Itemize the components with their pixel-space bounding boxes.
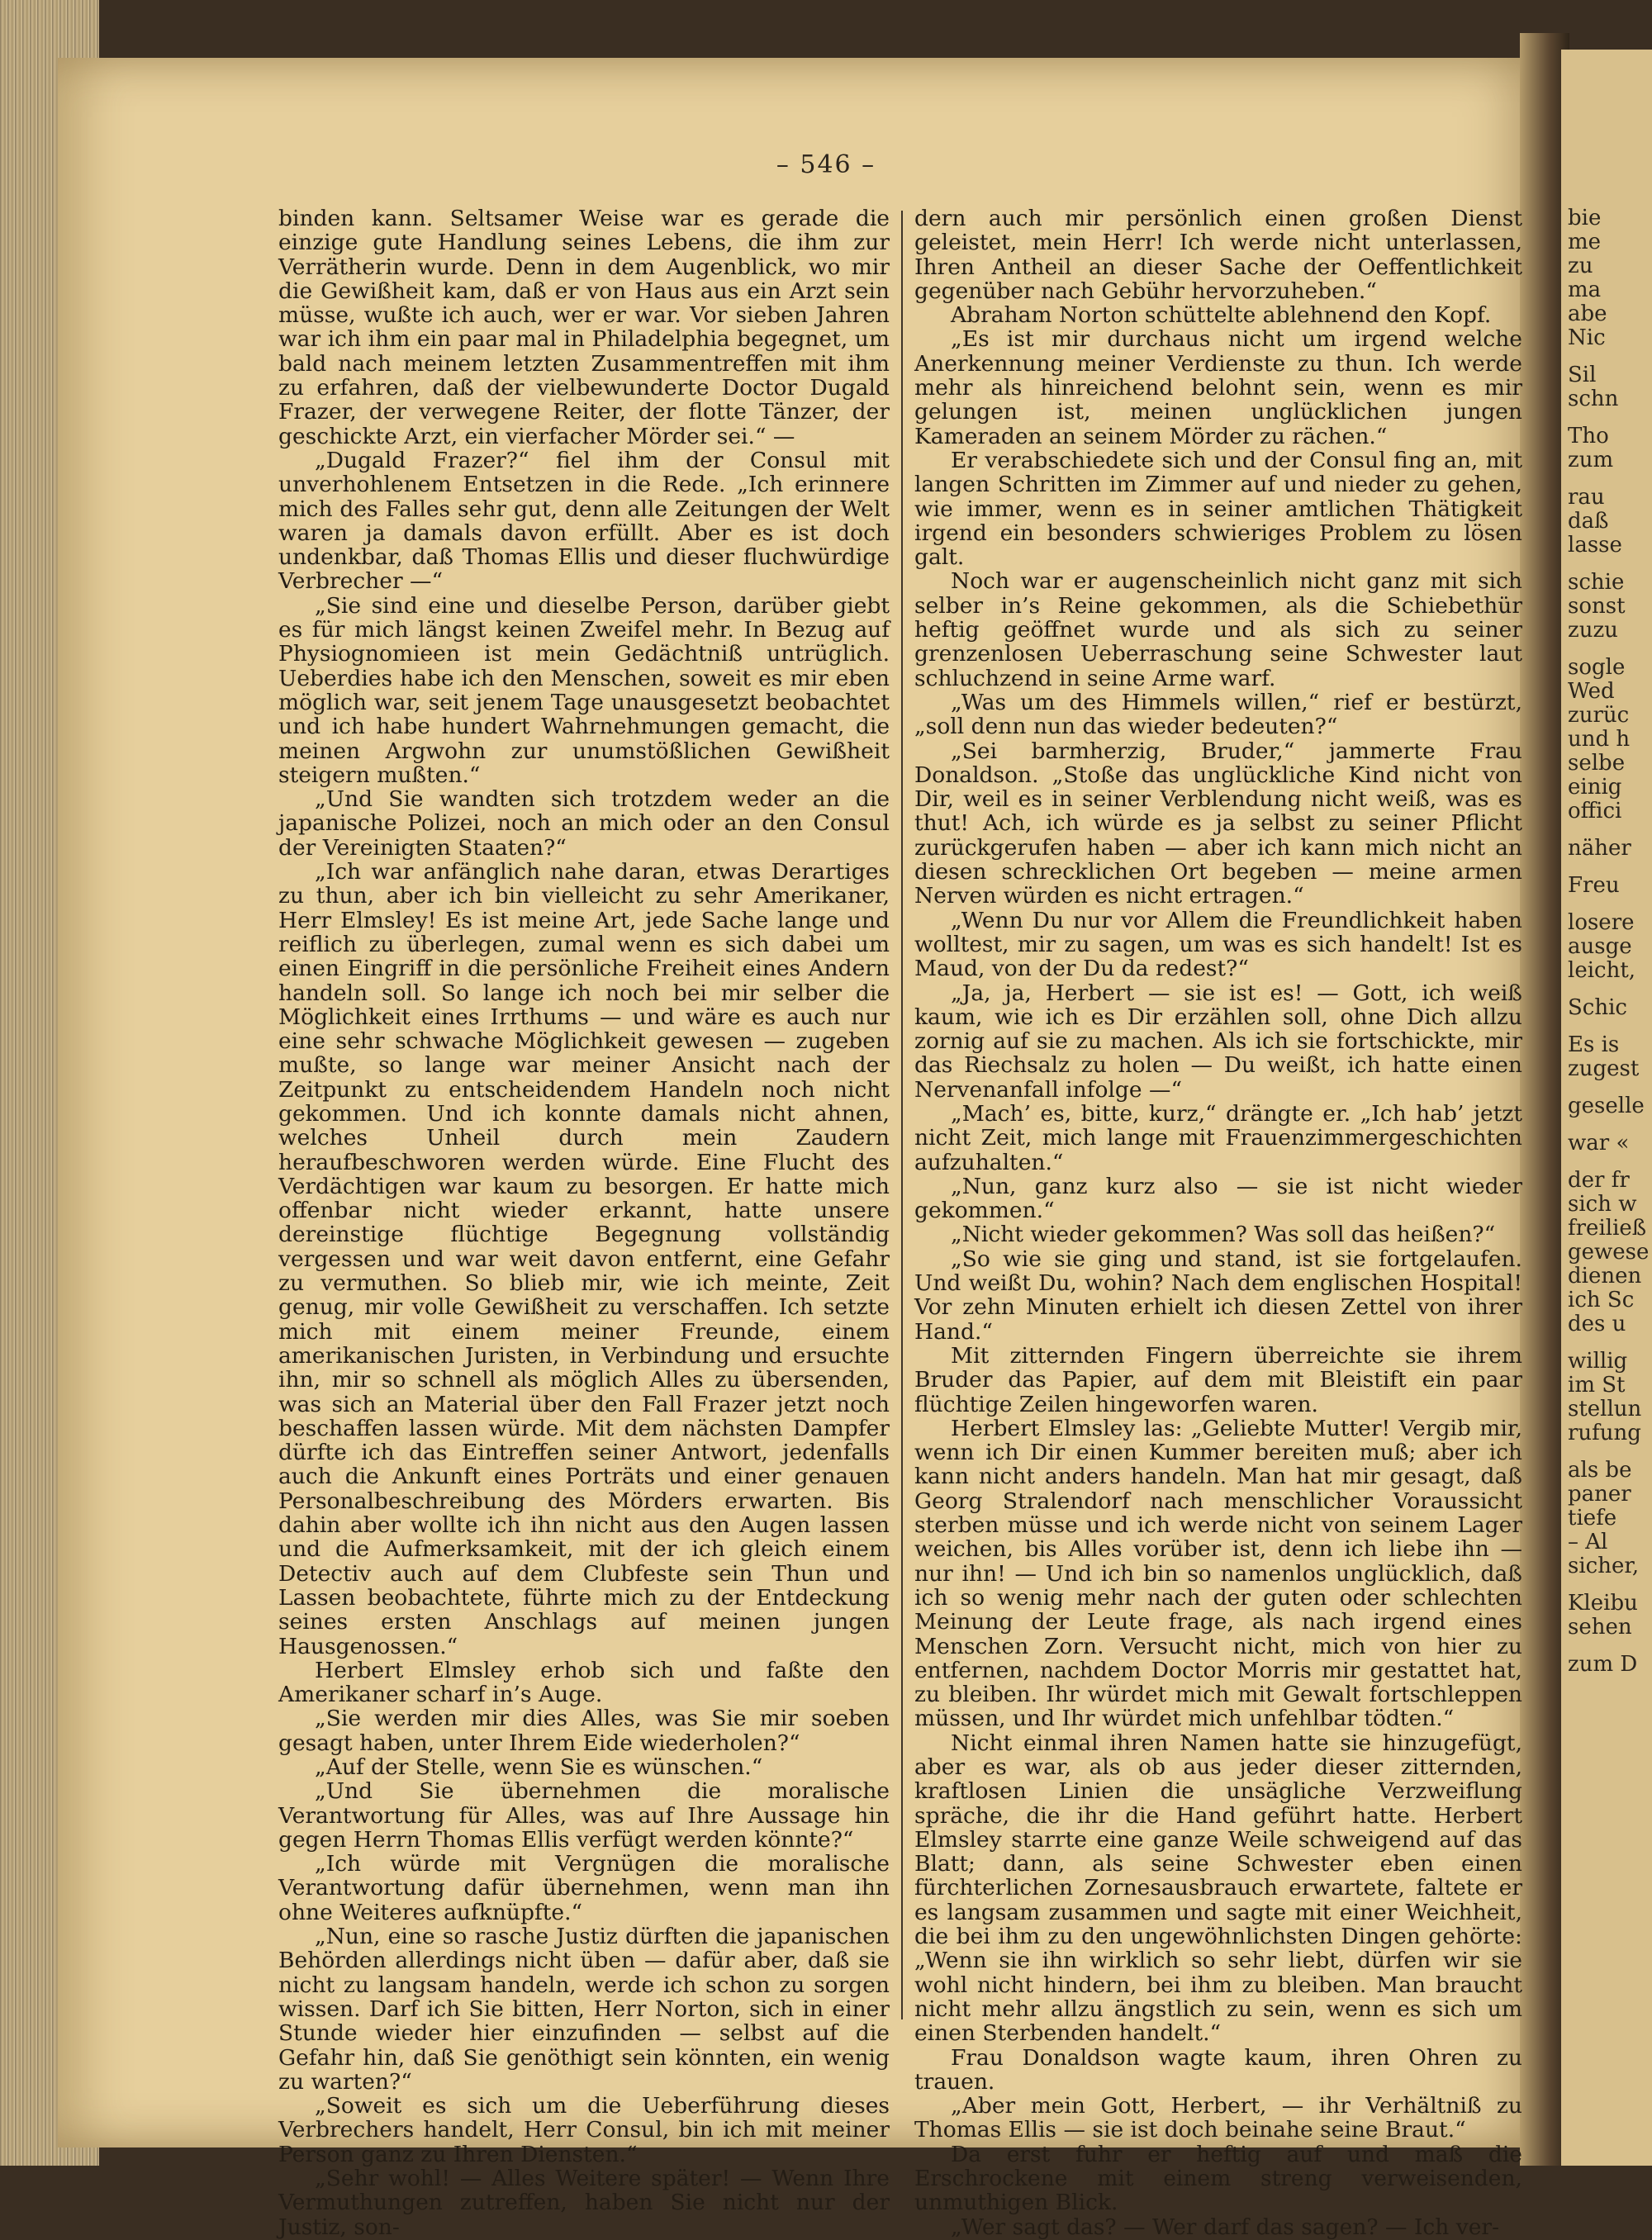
paragraph: „Sei barmherzig, Bruder,“ jammerte Frau Donaldson. „Stoße das unglückliche Kind nicht von Dir, weil es in seiner Verblendung nicht weiß, was es thut! Ach, ich würde es ja selbst zu seiner Pflicht zurückgerufen haben — aber ich kann mich nicht an diesen schrecklichen Ort begeben — meine armen Nerven würden es nicht ertragen.“ <box>914 738 1522 909</box>
paragraph: „Sehr wohl! — Alles Weitere später! — Wenn Ihre Vermuthungen zutreffen, haben Sie nicht nur der Justiz, son- <box>278 2166 890 2240</box>
page-number: – 546 – <box>776 150 876 179</box>
next-page-line-fragment: Kleibu <box>1568 1591 1638 1616</box>
next-page-line-fragment: der fr <box>1568 1168 1630 1193</box>
paragraph: „Ja, ja, Herbert — sie ist es! — Gott, ich weiß kaum, wie ich es Dir erzählen soll, ohne Dich allzu zornig auf sie zu machen. Als ich sie fortschickte, mir das Riechsalz zu holen — Du weißt, ich hatte einen Nervenanfall infolge —“ <box>914 980 1522 1103</box>
next-page-line-fragment: lasse <box>1568 533 1622 558</box>
paragraph: „Was um des Himmels willen,“ rief er bestürzt, „soll denn nun das wieder bedeuten?“ <box>914 689 1522 740</box>
paragraph: „Soweit es sich um die Ueberführung dieses Verbrechers handelt, Herr Consul, bin ich mit meiner Person ganz zu Ihren Diensten.“ <box>278 2093 890 2167</box>
paragraph: Da erst fuhr er heftig auf und maß die Erschrockene mit einem streng verweisenden, unmuthigen Blick. <box>914 2141 1522 2216</box>
paragraph: „Wer sagt das? — Wer darf das sagen? — Ich ver- <box>951 2214 1500 2240</box>
next-page-line-fragment: des u <box>1568 1312 1626 1336</box>
next-page-line-fragment: losere <box>1568 910 1635 935</box>
next-page-line-fragment: geselle <box>1568 1094 1645 1118</box>
paragraph: Noch war er augenscheinlich nicht ganz mit sich selber in’s Reine gekommen, als die Schiebethür heftig geöffnet wurde und als sich zu seiner grenzenlosen Ueberraschung seine Schwester laut schluchzend in seine Arme warf. <box>914 568 1522 691</box>
next-page-line-fragment: tiefe <box>1568 1506 1617 1531</box>
next-page-line-fragment: stellun <box>1568 1397 1642 1421</box>
paragraph: Abraham Norton schüttelte ablehnend den Kopf. <box>951 302 1492 329</box>
next-page-line-fragment: abe <box>1568 301 1607 326</box>
text-column-left <box>278 206 890 2239</box>
next-page-line-fragment: zu <box>1568 254 1593 278</box>
next-page-line-fragment: paner <box>1568 1482 1631 1507</box>
paragraph: „Auf der Stelle, wenn Sie es wünschen.“ <box>315 1754 763 1780</box>
paragraph: „Ich war anfänglich nahe daran, etwas Derartiges zu thun, aber ich bin vielleicht zu sehr Amerikaner, Herr Elmsley! Es ist meine Art, jede Sache lange und reiflich zu überlegen, zumal wenn es sich dabei um einen Eingriff in die persönliche Freiheit eines Andern handeln soll. So lange ich noch bei mir selber die Möglichkeit eines Irrthums — und wäre es auch nur eine sehr schwache Möglichkeit gewesen — zugeben mußte, so lange war meiner Ansicht nach der Zeitpunkt zu entscheidendem Handeln noch nicht gekommen. Und ich konnte damals nicht ahnen, welches Unheil durch mein Zaudern heraufbeschworen werden würde. Eine Flucht des Verdächtigen war kaum zu besorgen. Er hatte mich offenbar nicht wieder erkannt, hatte unsere dereinstige flüchtige Begegnung vollständig vergessen und war weit davon entfernt, eine Gefahr zu vermuthen. So blieb mir, wie ich meinte, Zeit genug, mir volle Gewißheit zu verschaffen. Ich setzte mich mit einem meiner Freunde, einem amerikanischen Juristen, in Verbindung und ersuchte ihn, mir so schnell als möglich Alles zu übersenden, was sich an Material über den Fall Frazer jetzt noch beschaffen lassen würde. Mit dem nächsten Dampfer dürfte ich das Eintreffen seiner Antwort, jedenfalls auch die Ankunft eines Porträts und einer genauen Personalbeschreibung des Mörders erwarten. Bis dahin aber wollte ich ihn nicht aus den Augen lassen und die Aufmerksamkeit, mit der ich gleich einem Detectiv auch auf dem Clubfeste sein Thun und Lassen beobachtete, führte mich zu der Entdeckung seines ersten Anschlags auf meinen jungen Hausgenossen.“ <box>278 859 890 1659</box>
next-page-line-fragment: Tho <box>1568 424 1609 448</box>
next-page-line-fragment: zurüc <box>1568 703 1630 728</box>
paragraph: „Und Sie wandten sich trotzdem weder an die japanische Polizei, noch an mich oder an den Consul der Vereinigten Staaten?“ <box>278 786 890 861</box>
next-page-line-fragment: schie <box>1568 570 1625 595</box>
paragraph: Er verabschiedete sich und der Consul fing an, mit langen Schritten im Zimmer auf und nieder zu gehen, wie immer, wenn es in seiner amtlichen Thätigkeit irgend ein besonders schwieriges Problem zu lösen galt. <box>914 447 1522 571</box>
next-page-line-fragment: rufung <box>1568 1421 1641 1445</box>
paragraph: „Sie werden mir dies Alles, was Sie mir soeben gesagt haben, unter Ihrem Eide wiederholen?“ <box>278 1706 890 1756</box>
next-page-line-fragment: offici <box>1568 799 1622 823</box>
paragraph: „Dugald Frazer?“ fiel ihm der Consul mit unverhohlenem Entsetzen in die Rede. „Ich erinnere mich des Falles sehr gut, denn alle Zeitungen der Welt waren ja damals davon erfüllt. Aber es ist doch undenkbar, daß Thomas Ellis und dieser fluchwürdige Verbrecher —“ <box>278 447 890 595</box>
paragraph: Nicht einmal ihren Namen hatte sie hinzugefügt, aber es war, als ob aus jeder dieser zitternden, kraftlosen Linien die unsägliche Verzweiflung spräche, die ihr die Hand geführt hatte. Herbert Elmsley starrte eine ganze Weile schweigend auf das Blatt; dann, als seine Schwester eben einen fürchterlichen Zornesausbrauch erwartete, faltete er es langsam zusammen und sagte mit einer Weichheit, die bei ihm zu den ungewöhnlichsten Dingen gehörte: „Wenn sie ihn wirklich so sehr liebt, dürfen wir sie wohl nicht hindern, bei ihm zu bleiben. Man braucht nicht mehr allzu ängstlich zu sein, wenn es sich um einen Sterbenden handelt.“ <box>914 1730 1522 2047</box>
next-page-line-fragment: leicht, <box>1568 958 1636 983</box>
next-page-line-fragment: freiließ <box>1568 1216 1647 1241</box>
paragraph: „Nun, eine so rasche Justiz dürften die japanischen Behörden allerdings nicht üben — dafür aber, daß sie nicht zu langsam handeln, werde ich schon zu sorgen wissen. Darf ich Sie bitten, Herr Norton, sich in einer Stunde wieder hier einzufinden — selbst auf die Gefahr hin, daß Sie genöthigt sein könnten, ein wenig zu warten?“ <box>278 1924 890 2095</box>
column-divider <box>901 211 903 2019</box>
paragraph: „Nicht wieder gekommen? Was soll das heißen?“ <box>951 1222 1496 1248</box>
next-page-line-fragment: zugest <box>1568 1056 1640 1081</box>
next-page-line-fragment: sich w <box>1568 1192 1637 1217</box>
next-page-line-fragment: näher <box>1568 836 1631 861</box>
next-page-line-fragment: und h <box>1568 727 1631 752</box>
next-page-fragment <box>1561 50 1652 2166</box>
next-page-line-fragment: ma <box>1568 278 1602 302</box>
next-page-line-fragment: Wed <box>1568 679 1615 704</box>
next-page-line-fragment: im St <box>1568 1373 1626 1398</box>
next-page-line-fragment: Es is <box>1568 1032 1620 1057</box>
next-page-line-fragment: einig <box>1568 775 1622 800</box>
next-page-line-fragment: zum <box>1568 448 1614 472</box>
next-page-line-fragment: – Al <box>1568 1530 1608 1554</box>
paragraph: „So wie sie ging und stand, ist sie fortgelaufen. Und weißt Du, wohin? Nach dem englischen Hospital! Vor zehn Minuten erhielt ich diesen Zettel von ihrer Hand.“ <box>914 1246 1522 1345</box>
next-page-line-fragment: selbe <box>1568 751 1626 776</box>
paragraph: Herbert Elmsley las: „Geliebte Mutter! Vergib mir, wenn ich Dir einen Kummer bereiten muß; aber ich kann nicht anders handeln. Man hat mir gesagt, daß Georg Stralendorf nach menschlicher Voraussicht sterben müsse und ich werde nicht von seinem Lager weichen, bis Alles vorüber ist, denn ich liebe ihn — nur ihn! — Und ich bin so namenlos unglücklich, daß ich so wenig mehr nach der guten oder schlechten Meinung der Leute frage, als nach irgend eines Menschen Zorn. Versucht nicht, mich von hier zu entfernen, nachdem Doctor Morris mir gestattet hat, zu bleiben. Ihr würdet mich mit Gewalt fortschleppen müssen, und Ihr würdet mich unfehlbar tödten.“ <box>914 1415 1522 1732</box>
next-page-line-fragment: Freu <box>1568 873 1620 898</box>
paragraph: Frau Donaldson wagte kaum, ihren Ohren zu trauen. <box>914 2044 1522 2095</box>
next-page-line-fragment: ausge <box>1568 934 1632 959</box>
paragraph: „Mach’ es, bitte, kurz,“ drängte er. „Ich hab’ jetzt nicht Zeit, mich lange mit Frauenzimmergeschichten aufzuhalten.“ <box>914 1100 1522 1175</box>
next-page-line-fragment: sicher, <box>1568 1554 1640 1578</box>
next-page-line-fragment: sehen <box>1568 1615 1632 1640</box>
paragraph: Herbert Elmsley erhob sich und faßte den Amerikaner scharf in’s Auge. <box>278 1657 890 1708</box>
next-page-line-fragment: zuzu <box>1568 618 1618 643</box>
text-column-right <box>914 206 1522 2239</box>
paragraph: „Es ist mir durchaus nicht um irgend welche Anerkennung meiner Verdienste zu thun. Ich werde mehr als hinreichend belohnt sein, wenn es mir gelungen ist, meinen unglücklichen jungen Kameraden an seinem Mörder zu rächen.“ <box>914 326 1522 449</box>
paragraph: „Ich würde mit Vergnügen die moralische Verantwortung dafür übernehmen, wenn man ihn ohne Weiteres aufknüpfte.“ <box>278 1851 890 1925</box>
next-page-line-fragment: gewese <box>1568 1240 1650 1265</box>
paragraph: „Sie sind eine und dieselbe Person, darüber giebt es für mich längst keinen Zweifel mehr. In Bezug auf Physiognomieen ist mein Gedächtniß untrüglich. Ueberdies habe ich den Menschen, soweit es mir eben möglich war, seit jenem Tage unausgesetzt beobachtet und ich habe hundert Wahrnehmungen gemacht, die meinen Argwohn zur unumstößlichen Gewißheit steigern mußten.“ <box>278 592 890 788</box>
next-page-line-fragment: daß <box>1568 509 1609 534</box>
next-page-line-fragment: ich Sc <box>1568 1288 1635 1312</box>
next-page-line-fragment: willig <box>1568 1349 1628 1374</box>
next-page-line-fragment: als be <box>1568 1458 1632 1483</box>
next-page-line-fragment: war « <box>1568 1131 1630 1156</box>
next-page-line-fragment: sonst <box>1568 594 1626 619</box>
paragraph: „Und Sie übernehmen die moralische Verantwortung für Alles, was auf Ihre Aussage hin gegen Herrn Thomas Ellis verfügt werden könnte?“ <box>278 1778 890 1853</box>
next-page-line-fragment: dienen <box>1568 1264 1642 1288</box>
paragraph: dern auch mir persönlich einen großen Dienst geleistet, mein Herr! Ich werde nicht unterlassen, Ihren Antheil an dieser Sache der Oeffentlichkeit gegenüber nach Gebühr hervorzuheben.“ <box>914 206 1522 304</box>
next-page-line-fragment: Schic <box>1568 995 1627 1020</box>
paragraph: „Nun, ganz kurz also — sie ist nicht wieder gekommen.“ <box>914 1173 1522 1224</box>
paragraph: Mit zitternden Fingern überreichte sie ihrem Bruder das Papier, auf dem mit Bleistift ein paar flüchtige Zeilen hingeworfen waren. <box>914 1342 1522 1417</box>
next-page-line-fragment: Sil <box>1568 363 1597 387</box>
paragraph: „Wenn Du nur vor Allem die Freundlichkeit haben wolltest, mir zu sagen, um was es sich handelt! Ist es Maud, von der Du da redest?“ <box>914 907 1522 982</box>
next-page-line-fragment: schn <box>1568 387 1619 411</box>
next-page-line-fragment: Nic <box>1568 325 1606 350</box>
next-page-line-fragment: zum D <box>1568 1652 1638 1677</box>
page-number-value: 546 <box>800 150 852 179</box>
next-page-line-fragment: bie <box>1568 206 1602 230</box>
next-page-line-fragment: me <box>1568 230 1602 254</box>
paragraph: „Aber mein Gott, Herbert, — ihr Verhältniß zu Thomas Ellis — sie ist doch beinahe seine Braut.“ <box>914 2093 1522 2143</box>
next-page-line-fragment: rau <box>1568 485 1605 510</box>
next-page-line-fragment: sogle <box>1568 655 1626 680</box>
paragraph: binden kann. Seltsamer Weise war es gerade die einzige gute Handlung seines Lebens, die ihm zur Verrätherin wurde. Denn in dem Augenblick, wo mir die Gewißheit kam, daß er von Haus aus ein Arzt sein müsse, wußte ich auch, wer er war. Vor sieben Jahren war ich ihm ein paar mal in Philadelphia begegnet, um bald nach meinem letzten Zusammentreffen mit ihm zu erfahren, daß der vielbewunderte Doctor Dugald Frazer, der verwegene Reiter, der flotte Tänzer, der geschickte Arzt, ein vierfacher Mörder sei.“ — <box>278 206 890 449</box>
